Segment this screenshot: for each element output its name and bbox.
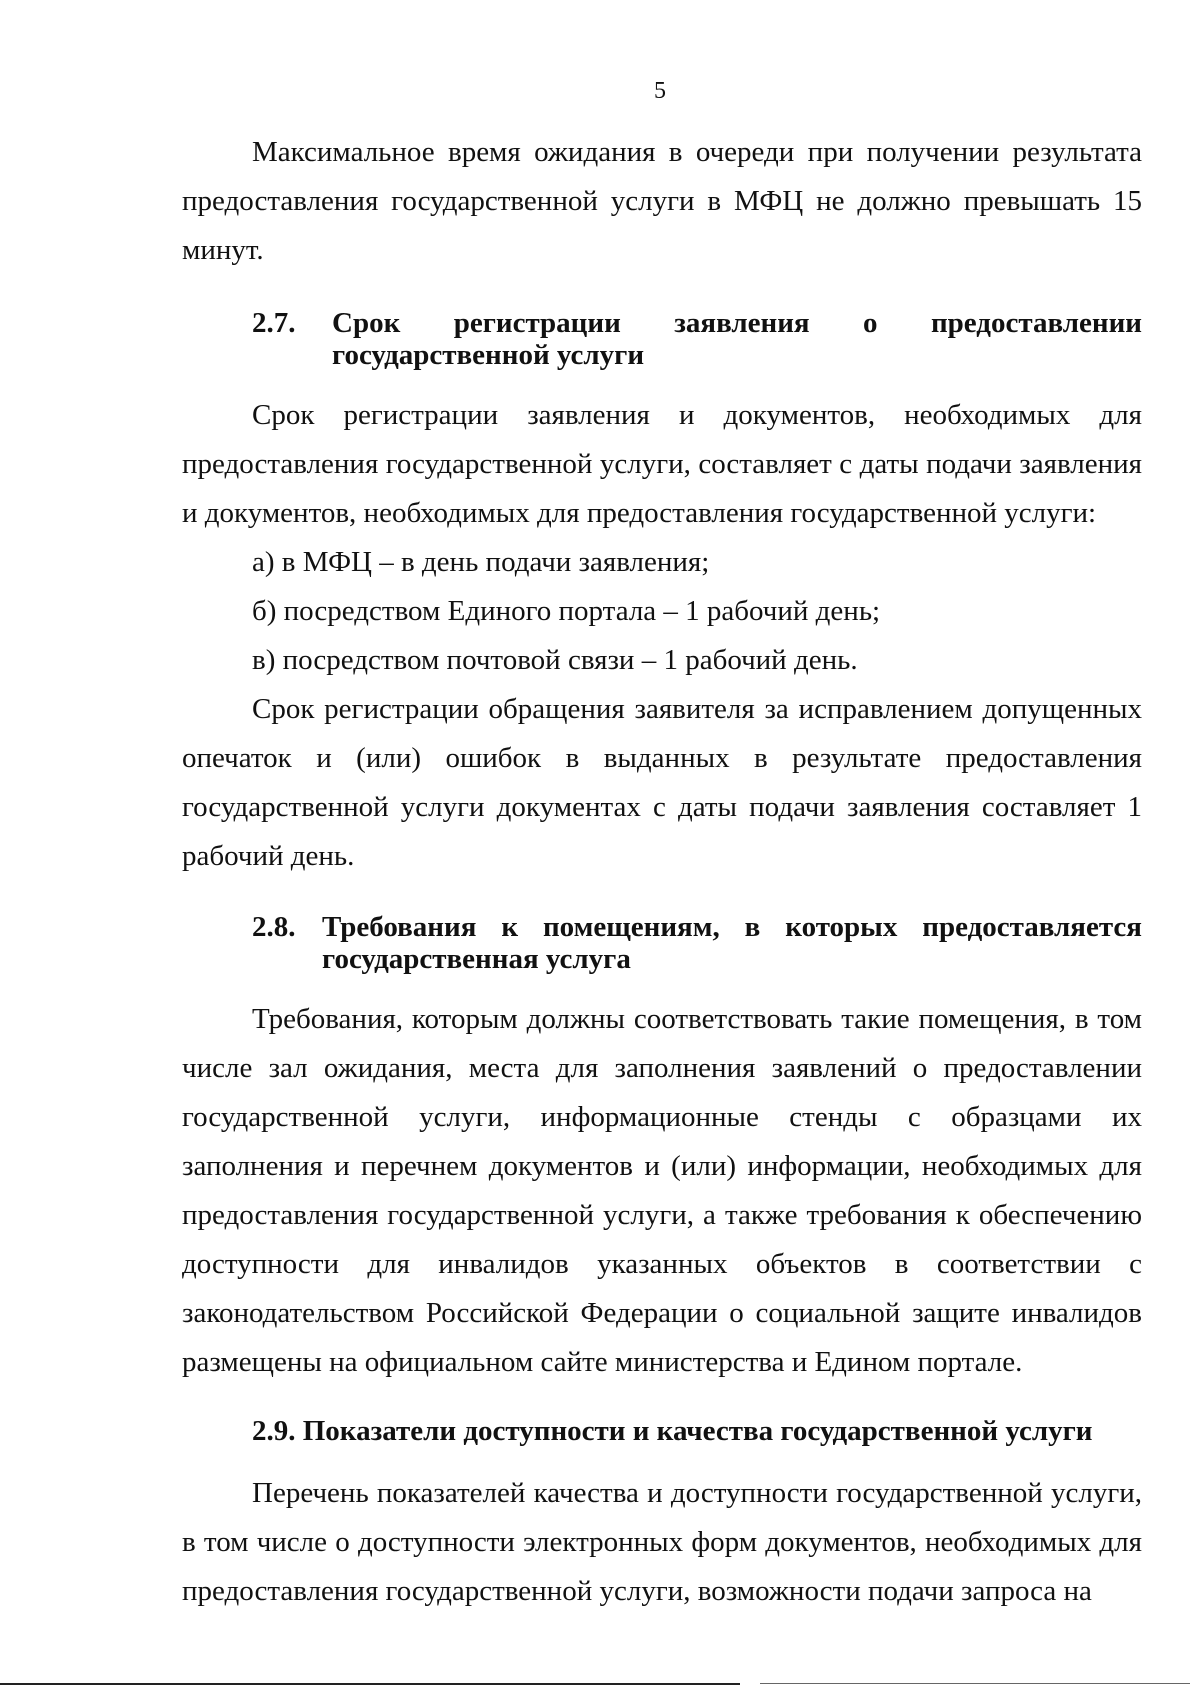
section-heading-2-7 bbox=[182, 307, 1142, 371]
bottom-rule bbox=[0, 1683, 740, 1685]
bottom-rule-secondary bbox=[760, 1683, 1190, 1684]
paragraph-registration-term: Срок регистрации заявления и документов, необходимых для предоставления государственной услуги, составляет с даты подачи заявления и документов, необходимых для предоставления государственной услуги: bbox=[182, 399, 1142, 529]
section-title: Требования к помещениям, в которых предоставляется государственная услуга bbox=[322, 911, 1142, 975]
section-number: 2.7. bbox=[252, 307, 296, 339]
section-number: 2.8. bbox=[252, 911, 296, 943]
paragraph-quality-indicators: Перечень показателей качества и доступности государственной услуги, в том числе о доступности электронных форм документов, необходимых для предоставления государственной услуги, возможности подачи запроса на bbox=[182, 1477, 1142, 1607]
section-title: Показатели доступности и качества государственной услуги bbox=[302, 1415, 1093, 1447]
document-body bbox=[182, 128, 1142, 1616]
paragraph-waiting-time: Максимальное время ожидания в очереди при получении результата предоставления государственной услуги в МФЦ не должно превышать 15 минут. bbox=[182, 136, 1142, 266]
section-heading-2-9 bbox=[182, 1415, 1142, 1447]
list-item-a: а) в МФЦ – в день подачи заявления; bbox=[252, 546, 710, 578]
page-number: 5 bbox=[654, 78, 666, 104]
section-title: Срок регистрации заявления о предоставлении государственной услуги bbox=[332, 307, 1142, 371]
paragraph-premises-requirements: Требования, которым должны соответствовать такие помещения, в том числе зал ожидания, места для заполнения заявлений о предоставлении государственной услуги, информационные стенды с образцами их заполнения и перечнем документов и (или) информации, необходимых для предоставления государственной услуги, а также требования к обеспечению доступности для инвалидов указанных объектов в соответствии с законодательством Российской Федерации о социальной защите инвалидов размещены на официальном сайте министерства и Едином портале. bbox=[182, 1003, 1142, 1378]
section-heading-2-8 bbox=[182, 911, 1142, 975]
paragraph-correction-term: Срок регистрации обращения заявителя за исправлением допущенных опечаток и (или) ошибок в выданных в результате предоставления государственной услуги документах с даты подачи заявления составляет 1 рабочий день. bbox=[182, 693, 1142, 872]
section-number: 2.9. bbox=[252, 1415, 296, 1447]
list-item-b: б) посредством Единого портала – 1 рабочий день; bbox=[252, 595, 881, 627]
list-item-c: в) посредством почтовой связи – 1 рабочий день. bbox=[252, 644, 858, 676]
